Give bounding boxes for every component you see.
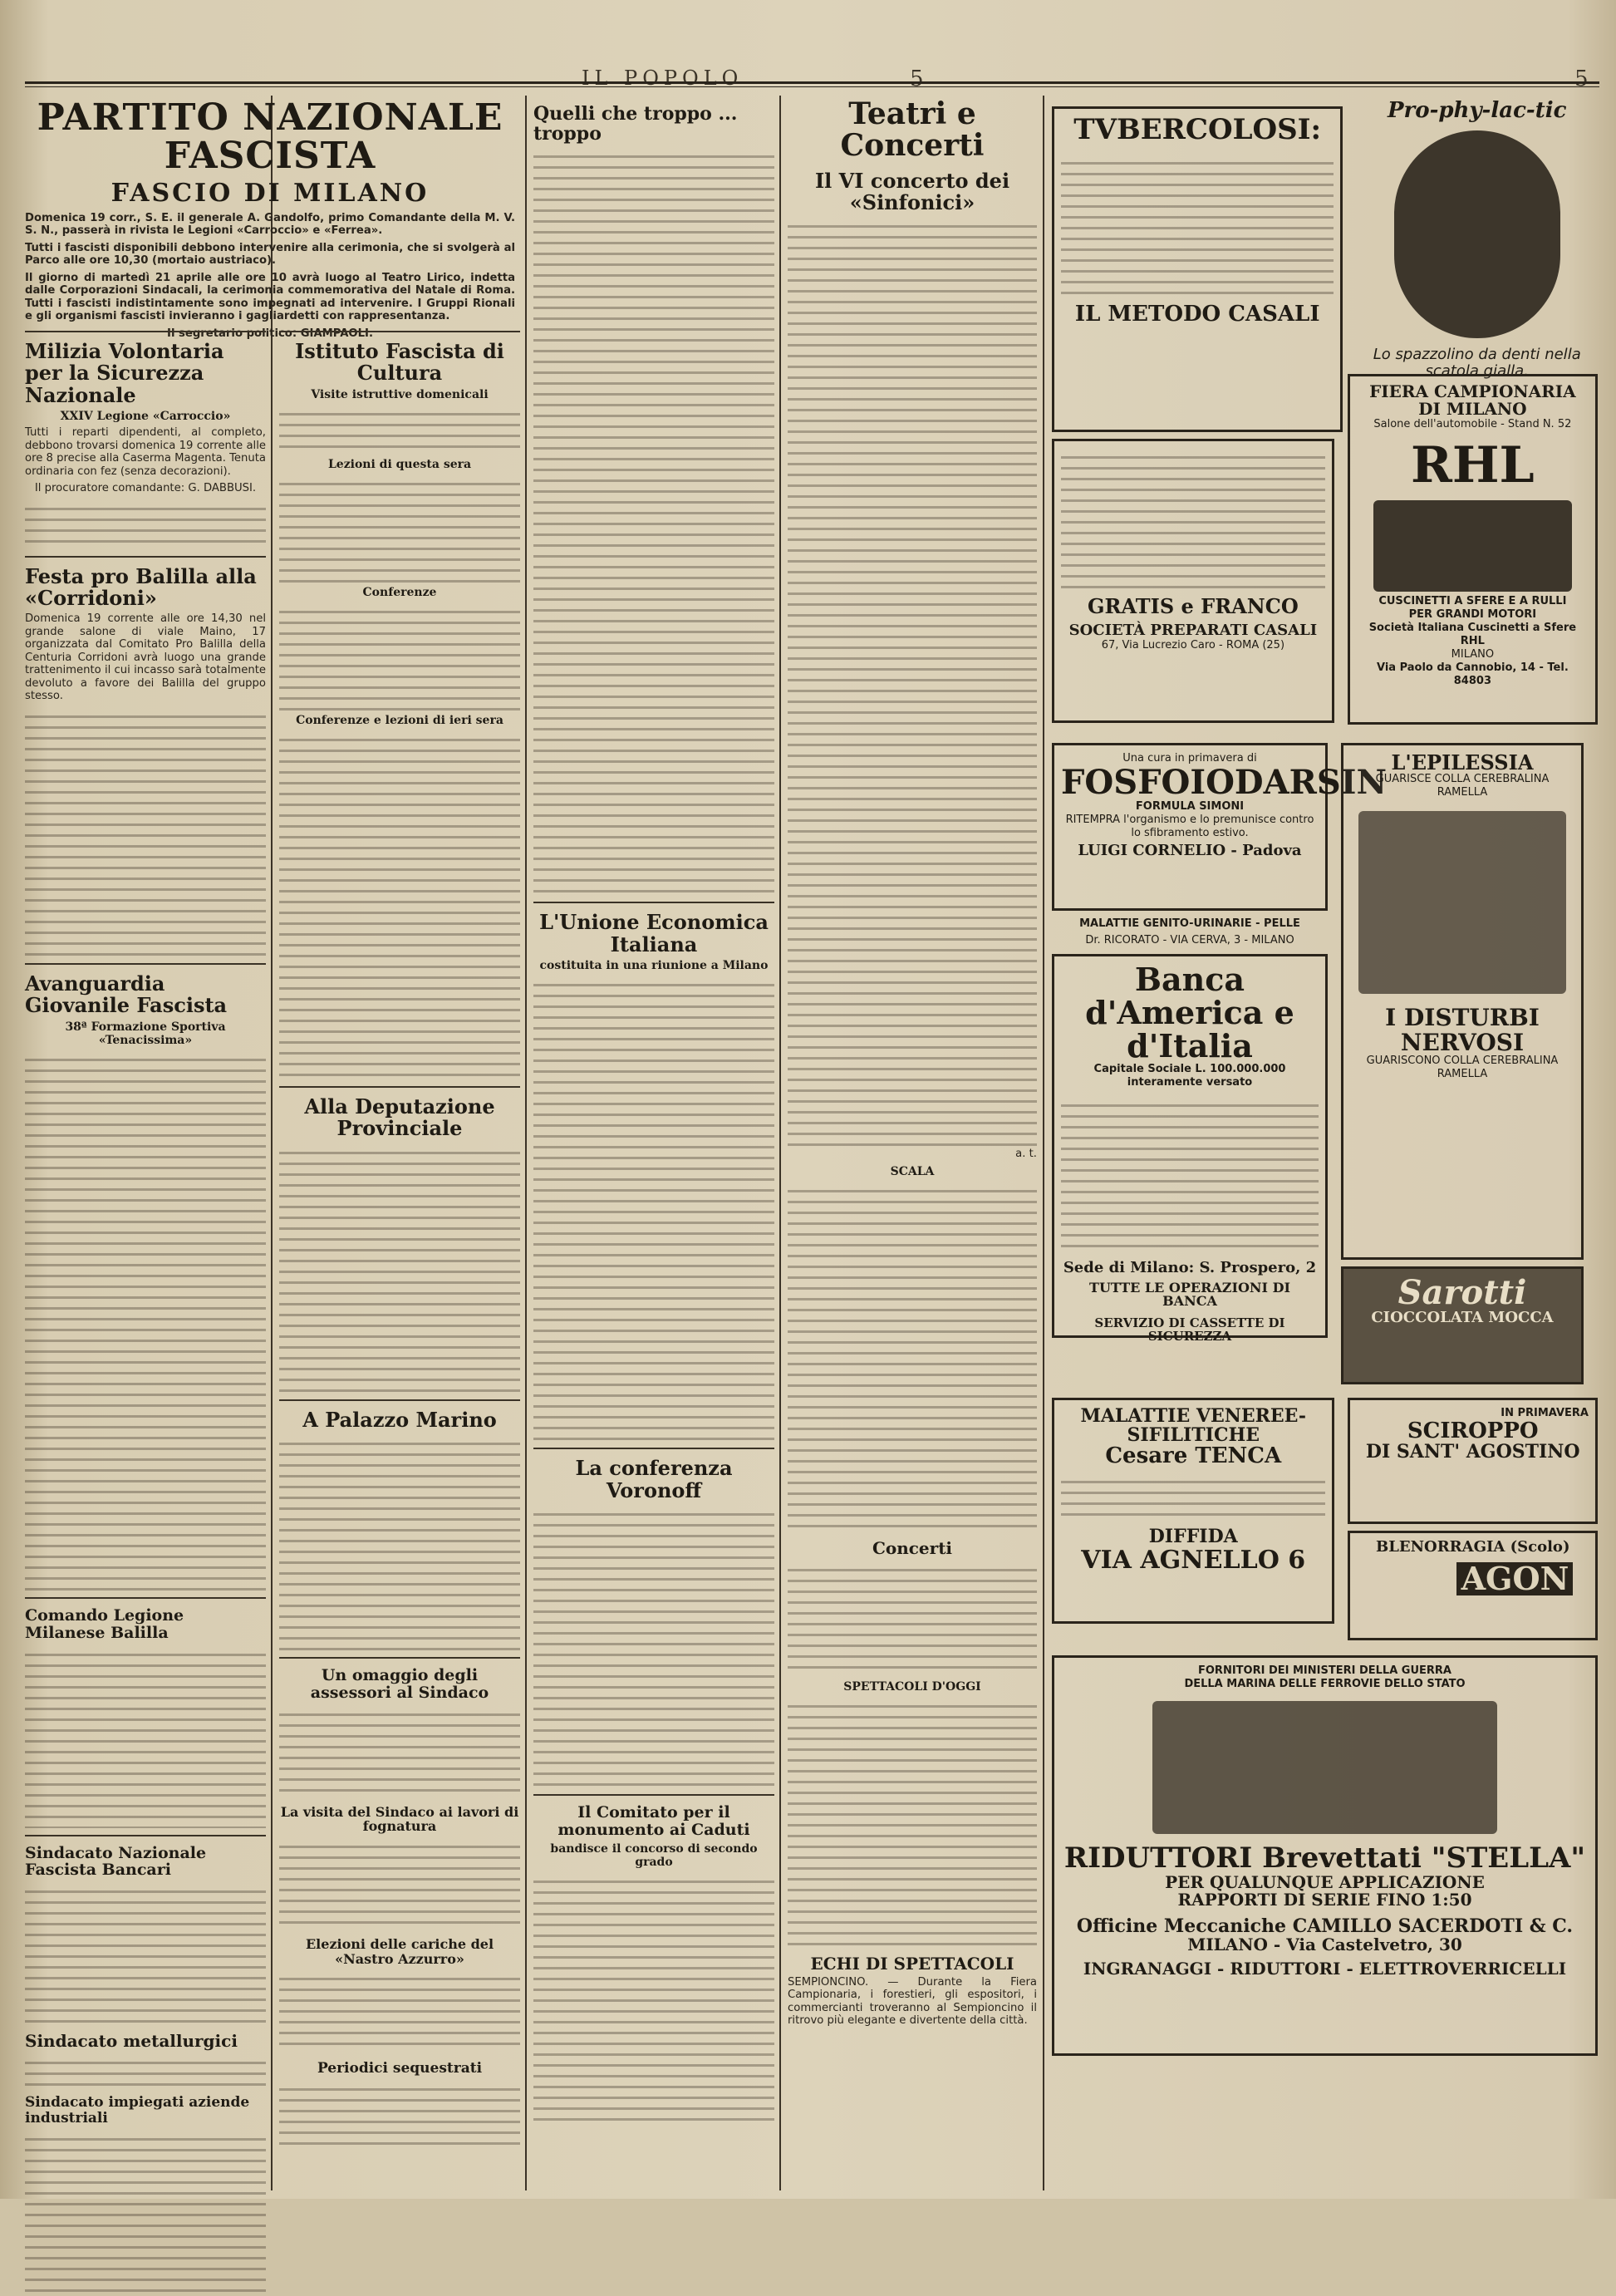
malattie-doc: Dr. RICORATO - VIA CERVA, 3 - MILANO <box>1085 934 1294 946</box>
milizia-sign: Il procuratore comandante: G. DABBUSI. <box>34 482 257 495</box>
sciroppo-season: IN PRIMAVERA <box>1501 1407 1589 1419</box>
ad-fiera-rhl <box>1348 374 1598 725</box>
column-rule <box>525 96 527 2190</box>
fosfo-top: Una cura in primavera di <box>1122 752 1257 765</box>
pnf-header <box>25 96 515 340</box>
quelli-title: Quelli che troppo ... troppo <box>533 103 738 145</box>
column-4 <box>788 96 1037 2185</box>
balilla-title: Festa pro Balilla alla «Corridoni» <box>25 563 257 611</box>
banca-sede: Sede di Milano: S. Prospero, 2 <box>1063 1258 1317 1276</box>
impiegati-title: Sindacato impiegati aziende industriali <box>25 2094 250 2126</box>
ad-banca-america <box>1052 954 1328 1344</box>
visite-sub: Visite istruttive domenicali <box>311 387 489 401</box>
teatri-title: Teatri e Concerti <box>840 96 985 163</box>
echi-heading: ECHI DI SPETTACOLI <box>810 1953 1014 1974</box>
rhl-line: CUSCINETTI A SFERE E A RULLI <box>1378 595 1567 607</box>
stella-bottom: INGRANAGGI - RIDUTTORI - ELETTROVERRICELLI <box>1083 1958 1567 1979</box>
ad-agon <box>1348 1531 1598 1640</box>
page-number-center: 5 <box>910 66 924 91</box>
tenca-title: MALATTIE VENEREE-SIFILITICHE <box>1080 1405 1306 1447</box>
top-rule <box>25 81 1599 84</box>
banca-cassette: SERVIZIO DI CASSETTE DI SICUREZZA <box>1094 1315 1285 1344</box>
page-number-right: 5 <box>1574 66 1589 91</box>
milizia-title: Milizia Volontaria per la Sicurezza Nazionale <box>25 339 224 407</box>
tbc-societa: SOCIETÀ PREPARATI CASALI <box>1068 622 1318 640</box>
stella-title: RIDUTTORI Brevettati "STELLA" <box>1063 1841 1586 1875</box>
rhl-line2: PER GRANDI MOTORI <box>1408 608 1537 621</box>
reducer-illustration <box>1152 1701 1497 1834</box>
stella-sub1: PER QUALUNQUE APPLICAZIONE <box>1165 1871 1485 1892</box>
sinfonici-title: Il VI concerto dei «Sinfonici» <box>814 168 1010 214</box>
masthead: IL POPOLO <box>582 66 744 90</box>
woman-illustration <box>1394 130 1560 338</box>
sarotti-brand: Sarotti <box>1397 1273 1527 1312</box>
unione-sub: costituita in una riunione a Milano <box>539 959 769 973</box>
fiera-title: FIERA CAMPIONARIA DI MILANO <box>1369 381 1576 419</box>
rhl-brand: RHL <box>1411 436 1535 494</box>
banca-capital: Capitale Sociale L. 100.000.000 interamente versato <box>1093 1062 1286 1089</box>
column-1 <box>25 324 266 2185</box>
ad-tubercolosi-bottom <box>1052 439 1334 723</box>
avanguardia-sub: 38ª Formazione Sportiva «Tenacissima» <box>65 1020 226 1047</box>
tenca-doc: Cesare TENCA <box>1105 1443 1282 1469</box>
ieri-sub: Conferenze e lezioni di ieri sera <box>296 713 503 727</box>
prophy-brand: Pro-phy-lac-tic <box>1387 98 1567 123</box>
rhl-address: Via Paolo da Cannobio, 14 - Tel. 84803 <box>1376 661 1569 687</box>
sciroppo-title: SCIROPPO <box>1407 1418 1539 1443</box>
ad-fosfoiodarsin <box>1052 743 1388 911</box>
tenca-address: VIA AGNELLO 6 <box>1081 1545 1306 1575</box>
stella-sub2: RAPPORTI DI SERIE FINO 1:50 <box>1177 1889 1472 1910</box>
sarotti-sub: CIOCCOLATA MOCCA <box>1371 1309 1554 1326</box>
prophy-slogan: Lo spazzolino da denti nella scatola gialla. <box>1373 346 1581 381</box>
fosfo-text: RITEMPRA l'organismo e lo premunisce contro lo sfibramento estivo. <box>1065 814 1314 839</box>
milizia-sub: XXIV Legione «Carroccio» <box>60 410 231 424</box>
ad-tenca <box>1052 1398 1334 1624</box>
pnf-intro-2: Tutti i fascisti disponibili debbono intervenire alla cerimonia, che si svolgerà al Parco alle ore 10,30 (mortaio austriaco). <box>25 241 515 268</box>
rhl-company: Società Italiana Cuscinetti a Sfere RHL <box>1368 622 1577 647</box>
agon-brand: AGON <box>1456 1562 1573 1595</box>
stella-fornitori: FORNITORI DEI MINISTERI DELLA GUERRA DELLA MARINA DELLE FERROVIE DELLO STATO <box>1184 1664 1466 1690</box>
milizia-text: Tutti i reparti dipendenti, al completo, debbono trovarsi domenica 19 corrente alle ore 8 precise alla Caserma Magenta. Tenuta ordinaria con fez (senza decorazioni). <box>25 426 266 478</box>
tbc-metodo: IL METODO CASALI <box>1074 301 1320 327</box>
column-rule <box>779 96 781 2190</box>
spettacoli-heading: SPETTACOLI D'OGGI <box>843 1679 981 1694</box>
metallurgici-title: Sindacato metallurgici <box>25 2031 238 2052</box>
avanguardia-title: Avanguardia Giovanile Fascista <box>25 971 228 1018</box>
sciroppo-sub: DI SANT' AGOSTINO <box>1365 1441 1580 1463</box>
stella-firm: Officine Meccaniche CAMILLO SACERDOTI & C. <box>1076 1915 1574 1937</box>
banca-title: Banca d'America e d'Italia <box>1085 961 1294 1064</box>
visita-title: La visita del Sindaco ai lavori di fognatura <box>280 1803 519 1835</box>
agon-title: BLENORRAGIA (Scolo) <box>1375 1538 1570 1556</box>
deputazione-title: Alla Deputazione Provinciale <box>304 1094 495 1141</box>
ad-sciroppo <box>1348 1398 1598 1524</box>
comitato-sub: bandisce il concorso di secondo grado <box>550 1841 758 1869</box>
disturbi-sub: GUARISCONO COLLA CEREBRALINA RAMELLA <box>1366 1054 1559 1080</box>
ads-column <box>1049 100 1601 2185</box>
tenca-diffida: DIFFIDA <box>1148 1526 1238 1548</box>
comitato-title: Il Comitato per il monumento ai Caduti <box>557 1802 750 1839</box>
column-3 <box>533 96 774 2185</box>
marino-title: A Palazzo Marino <box>302 1407 497 1432</box>
column-rule <box>271 96 273 2190</box>
scala-heading: SCALA <box>890 1164 935 1178</box>
pnf-subtitle: FASCIO DI MILANO <box>111 179 430 209</box>
ad-cerebralina <box>1341 743 1584 1260</box>
ad-prophylactic <box>1353 100 1601 415</box>
tbc-title: TVBERCOLOSI: <box>1073 113 1322 146</box>
balilla-text: Domenica 19 corrente alle ore 14,30 nel grande salone di viale Maino, 17 organizzata dal Comitato Pro Balilla della Centuria Corridoni avrà luogo una grande trattenimento il cui incasso sarà totalmente devoluto a favore dei Balilla del gruppo stesso. <box>25 612 266 703</box>
malattie-text: MALATTIE GENITO-URINARIE - PELLE <box>1079 917 1300 930</box>
bearing-illustration <box>1373 500 1572 592</box>
istituto-title: Istituto Fascista di Cultura <box>295 339 504 386</box>
conferenze-sub: Conferenze <box>362 585 437 599</box>
ad-sarotti <box>1341 1266 1584 1384</box>
angel-illustration <box>1358 811 1566 994</box>
rhl-city: MILANO <box>1451 648 1495 661</box>
periodici-title: Periodici sequestrati <box>317 2060 483 2077</box>
ad-stella <box>1052 1655 1598 2056</box>
epilessia-sub: GUARISCE COLLA CEREBRALINA RAMELLA <box>1375 773 1550 799</box>
elezioni-title: Elezioni delle cariche del «Nastro Azzurro» <box>305 1935 494 1967</box>
lezioni-sub: Lezioni di questa sera <box>327 457 472 471</box>
fosfo-firm: LUIGI CORNELIO - Padova <box>1078 842 1302 859</box>
pnf-intro-3: Il giorno di martedì 21 aprile alle ore 10 avrà luogo al Teatro Lirico, indetta dalle Corporazioni Sindacali, la cerimonia commemorativa del Natale di Roma. Tutti i fascisti indistintamente sono impegnati ad intervenire. I Gruppi Rionali e gli organismi fascisti invieranno i gagliardetti con rappresentanza. <box>25 271 515 323</box>
banca-ops: TUTTE LE OPERAZIONI DI BANCA <box>1089 1279 1290 1310</box>
teatri-signature: a. t. <box>1015 1148 1037 1161</box>
fosfo-formula: FORMULA SIMONI <box>1135 800 1245 813</box>
column-2 <box>279 324 520 2185</box>
concerti-heading: Concerti <box>872 1537 953 1558</box>
epilessia-title: L'EPILESSIA <box>1391 750 1534 774</box>
voronoff-title: La conferenza Voronoff <box>575 1456 733 1502</box>
pnf-sign: Il segretario politico: GIAMPAOLI. <box>167 327 373 340</box>
legione-title: Comando Legione Milanese Balilla <box>25 1605 184 1642</box>
top-rule-thin <box>25 86 1599 87</box>
stella-city: MILANO - Via Castelvetro, 30 <box>1187 1934 1462 1954</box>
tbc-address: 67, Via Lucrezio Caro - ROMA (25) <box>1101 639 1285 652</box>
sempioncino-text: SEMPIONCINO. — Durante la Fiera Campionaria, i forestieri, gli espositori, i commercianti troveranno al Sempioncino il ritrovo più elegante e divertente della città. <box>788 1975 1037 2028</box>
disturbi-title: I DISTURBI NERVOSI <box>1385 1004 1540 1056</box>
fiera-sub: Salone dell'automobile - Stand N. 52 <box>1373 418 1572 430</box>
omaggio-title: Un omaggio degli assessori al Sindaco <box>310 1665 489 1702</box>
pnf-intro-1: Domenica 19 corr., S. E. il generale A. Gandolfo, primo Comandante della M. V. S. N., passerà in rivista le Legioni «Carroccio» e «Ferrea». <box>25 211 515 238</box>
unione-title: L'Unione Economica Italiana <box>539 910 769 956</box>
bancari-title: Sindacato Nazionale Fascista Bancari <box>25 1843 207 1880</box>
fosfo-title: FOSFOIODARSIN <box>1061 763 1388 802</box>
ad-tubercolosi <box>1052 106 1343 432</box>
tbc-gratis: GRATIS e FRANCO <box>1088 594 1299 618</box>
column-rule <box>1043 96 1044 2190</box>
pnf-title: PARTITO NAZIONALE FASCISTA <box>37 96 503 178</box>
